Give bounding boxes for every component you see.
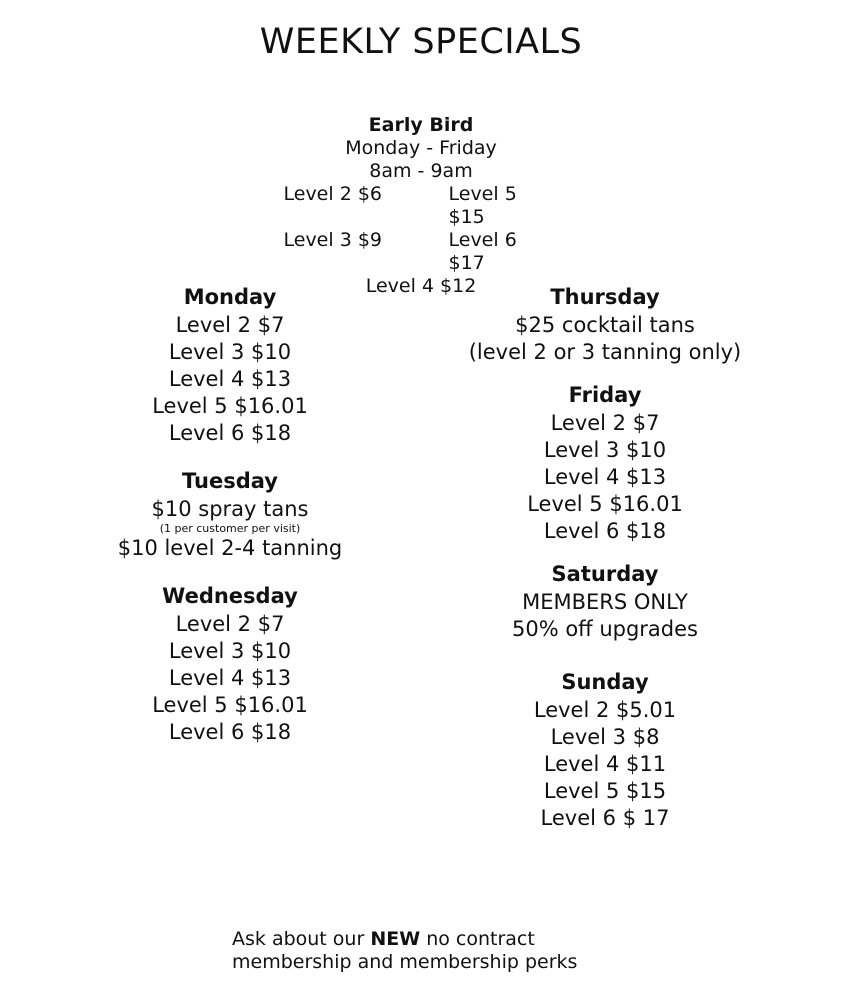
early-bird-days: Monday - Friday bbox=[345, 137, 497, 159]
monday-section bbox=[100, 282, 360, 447]
right-column bbox=[455, 282, 755, 846]
price-line: Level 4 $13 bbox=[168, 367, 292, 391]
friday-section bbox=[455, 380, 755, 545]
price-line: Level 5 $15 bbox=[543, 779, 667, 803]
day-heading: Wednesday bbox=[162, 584, 298, 608]
price-line: Level 2 $7 bbox=[175, 612, 285, 636]
price-line: Level 5 $16.01 bbox=[152, 394, 308, 418]
special-line: 50% off upgrades bbox=[511, 617, 698, 641]
early-bird-price: Level 6 $17 bbox=[448, 229, 517, 274]
early-bird-row bbox=[0, 183, 842, 229]
price-line: Level 2 $5.01 bbox=[533, 698, 677, 722]
membership-note-line bbox=[232, 928, 792, 951]
day-heading: Thursday bbox=[550, 285, 660, 309]
price-line: Level 3 $10 bbox=[168, 639, 292, 663]
price-line: Level 6 $18 bbox=[543, 519, 667, 543]
price-line: Level 3 $10 bbox=[168, 340, 292, 364]
tuesday-section bbox=[100, 466, 360, 562]
early-bird-price: Level 2 $6 bbox=[283, 183, 382, 205]
price-line: Level 4 $13 bbox=[168, 666, 292, 690]
price-line: Level 2 $7 bbox=[175, 313, 285, 337]
early-bird-price: Level 4 $12 bbox=[365, 275, 477, 297]
membership-note-text: Ask about our bbox=[232, 928, 371, 950]
price-line: Level 3 $10 bbox=[543, 438, 667, 462]
membership-note-line: membership and membership perks bbox=[232, 951, 578, 973]
price-line: Level 6 $18 bbox=[168, 720, 292, 744]
price-line: Level 5 $16.01 bbox=[152, 693, 308, 717]
saturday-section bbox=[455, 559, 755, 643]
new-emphasis: NEW bbox=[370, 928, 421, 950]
thursday-section bbox=[455, 282, 755, 366]
price-line: Level 6 $18 bbox=[168, 421, 292, 445]
day-heading: Tuesday bbox=[182, 469, 278, 493]
special-line: MEMBERS ONLY bbox=[522, 590, 688, 614]
wednesday-section bbox=[100, 581, 360, 746]
membership-note-text: no contract bbox=[420, 928, 535, 950]
early-bird-price: Level 5 $15 bbox=[448, 183, 517, 228]
special-line: $25 cocktail tans bbox=[515, 313, 695, 337]
day-heading: Saturday bbox=[551, 562, 659, 586]
day-heading: Friday bbox=[568, 383, 642, 407]
special-note: (1 per customer per visit) bbox=[159, 522, 301, 535]
special-line: $10 spray tans bbox=[151, 497, 309, 521]
early-bird-hours: 8am - 9am bbox=[369, 160, 473, 182]
day-heading: Sunday bbox=[561, 670, 649, 694]
price-line: Level 2 $7 bbox=[550, 411, 660, 435]
membership-note bbox=[232, 928, 792, 974]
price-line: Level 3 $8 bbox=[550, 725, 660, 749]
sunday-section bbox=[455, 667, 755, 832]
price-line: Level 4 $13 bbox=[543, 465, 667, 489]
early-bird-row bbox=[0, 229, 842, 275]
early-bird-heading: Early Bird bbox=[368, 114, 474, 136]
left-column bbox=[100, 282, 360, 765]
price-line: Level 4 $11 bbox=[543, 752, 667, 776]
special-line: $10 level 2-4 tanning bbox=[117, 536, 343, 560]
special-line: (level 2 or 3 tanning only) bbox=[468, 340, 742, 364]
early-bird-price: Level 3 $9 bbox=[283, 229, 382, 251]
price-line: Level 6 $ 17 bbox=[540, 806, 670, 830]
day-heading: Monday bbox=[183, 285, 277, 309]
early-bird-section bbox=[0, 114, 842, 298]
price-line: Level 5 $16.01 bbox=[527, 492, 683, 516]
page-title: WEEKLY SPECIALS bbox=[259, 22, 583, 62]
